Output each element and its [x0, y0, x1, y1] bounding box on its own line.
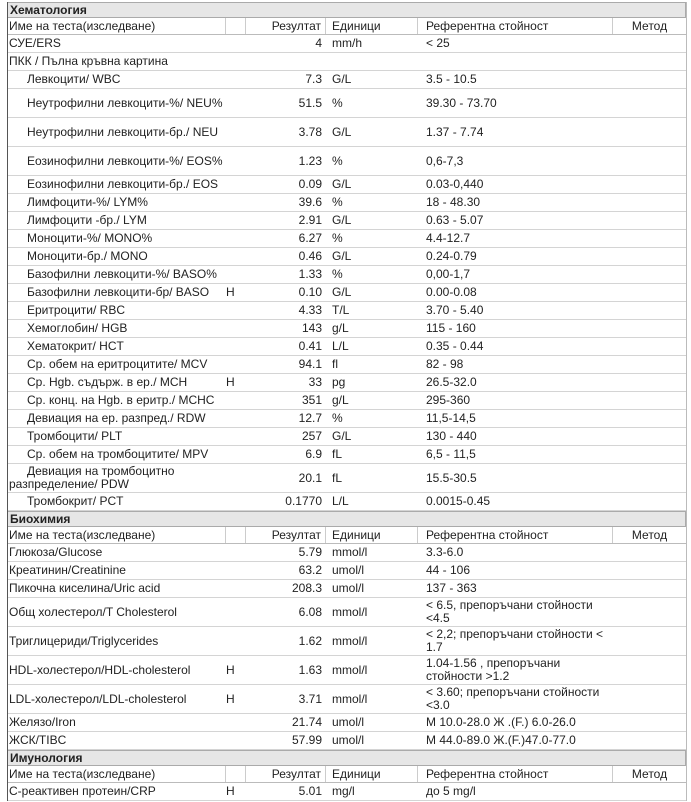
cell-test-name: Еозинофилни левкоцити-бр./ EOS [27, 178, 219, 191]
column-header-flag [226, 18, 246, 34]
cell-test-name: Ср. Hgb. съдърж. в ер./ MCH [27, 376, 188, 389]
cell-units: fl [332, 358, 338, 371]
column-header-test-name: Име на теста(изследване) [8, 766, 226, 782]
column-header-reference-range: Референтна стойност [418, 18, 613, 34]
cell-test-name: Левкоцити/ WBC [27, 73, 121, 86]
cell-units: mmol/l [332, 605, 368, 619]
cell-test-name: Девиация на тромбоцитно разпределение/ PDW [9, 465, 175, 491]
cell-result: 33 [308, 376, 322, 389]
cell-result: 5.01 [298, 785, 322, 798]
table-row [8, 410, 686, 428]
cell-reference-range: 1.04-1.56 , препоръчани стойности >1.2 [426, 657, 561, 683]
cell-units: mmol/l [332, 663, 368, 677]
table-row [8, 284, 686, 302]
cell-result: 39.6 [298, 196, 322, 209]
column-header-units: Единици [326, 18, 418, 34]
cell-reference-range: 4.4-12.7 [426, 232, 471, 245]
cell-units: L/L [332, 495, 349, 508]
table-row [8, 562, 686, 580]
cell-test-name: ПКК / Пълна кръвна картина [9, 55, 168, 68]
table-row [8, 783, 686, 801]
cell-units: % [332, 154, 343, 168]
cell-test-name: Пикочна киселина/Uric acid [9, 582, 161, 595]
table-row [8, 428, 686, 446]
table-row [8, 53, 686, 71]
table-row [8, 302, 686, 320]
cell-reference-range: 0.0015-0.45 [426, 495, 491, 508]
cell-units: % [332, 268, 343, 281]
table-row [8, 338, 686, 356]
cell-reference-range: 130 - 440 [426, 430, 477, 443]
section-title: Имунология [8, 750, 686, 766]
cell-units: G/L [332, 286, 352, 299]
cell-units: g/L [332, 322, 349, 335]
column-header-flag [226, 527, 246, 543]
cell-units: G/L [332, 178, 352, 191]
cell-units: umol/l [332, 582, 365, 595]
cell-result: 208.3 [291, 582, 322, 595]
cell-reference-range: 3.5 - 10.5 [426, 73, 477, 86]
cell-reference-range: 0,00-1,7 [426, 268, 471, 281]
cell-result: 63.2 [298, 564, 322, 577]
column-header-row [8, 766, 686, 783]
table-row [8, 627, 686, 656]
cell-reference-range: 0.35 - 0.44 [426, 340, 484, 353]
cell-result: 7.3 [305, 73, 322, 86]
cell-reference-range: 18 - 48.30 [426, 196, 481, 209]
table-row [8, 374, 686, 392]
cell-units: mmol/l [332, 692, 368, 706]
table-row [8, 71, 686, 89]
cell-result: 6.9 [305, 448, 322, 461]
cell-units: mm/h [332, 37, 362, 50]
cell-units: % [332, 96, 343, 110]
column-header-method: Метод [631, 19, 668, 33]
cell-result: 1.23 [298, 154, 322, 168]
cell-test-name: Лимфоцити -бр./ LYM [27, 214, 147, 227]
cell-reference-range: 0.00-0.08 [426, 286, 477, 299]
table-row [8, 147, 686, 176]
column-header-result: Резултат [246, 527, 326, 543]
column-header-method: Метод [631, 528, 668, 542]
cell-test-name: Хематокрит/ HCT [27, 340, 124, 353]
cell-units: g/L [332, 394, 349, 407]
cell-reference-range: 44 - 106 [426, 564, 471, 577]
cell-test-name: ЖСК/TIBC [9, 734, 67, 747]
table-row [8, 356, 686, 374]
table-row [8, 598, 686, 627]
column-header-row [8, 527, 686, 544]
cell-reference-range: 6,5 - 11,5 [426, 448, 476, 461]
cell-reference-range: 3.3-6.0 [426, 546, 464, 559]
cell-units: G/L [332, 73, 352, 86]
cell-units: G/L [332, 214, 352, 227]
cell-test-name: Базофилни левкоцити-бр/ BASO [27, 286, 210, 299]
column-header-reference-range: Референтна стойност [418, 766, 613, 782]
cell-reference-range: 3.70 - 5.40 [426, 304, 484, 317]
cell-units: G/L [332, 125, 352, 139]
cell-result: 2.91 [298, 214, 322, 227]
cell-reference-range: М 44.0-89.0 Ж.(F.)47.0-77.0 [426, 734, 576, 747]
column-header-units: Единици [326, 527, 418, 543]
cell-units: umol/l [332, 564, 365, 577]
cell-reference-range: 82 - 98 [426, 358, 464, 371]
table-row [8, 544, 686, 562]
cell-result: 351 [301, 394, 322, 407]
cell-test-name: Тромбокрит/ PCT [27, 495, 124, 508]
cell-units: mmol/l [332, 546, 368, 559]
table-row [8, 89, 686, 118]
column-header-result: Резултат [246, 766, 326, 782]
cell-test-name: Ср. обем на тромбоцитите/ MPV [27, 448, 209, 461]
lab-results-report [7, 2, 687, 801]
section-1 [8, 511, 686, 750]
section-title: Хематология [8, 2, 686, 18]
table-row [8, 580, 686, 598]
cell-result: 5.79 [298, 546, 322, 559]
cell-test-name: Еритроцити/ RBC [27, 304, 126, 317]
cell-test-name: LDL-холестерол/LDL-cholesterol [9, 692, 187, 706]
table-row [8, 194, 686, 212]
cell-test-name: Желязо/Iron [9, 716, 76, 729]
cell-result: 0.10 [298, 286, 322, 299]
table-row [8, 35, 686, 53]
cell-units: fL [332, 448, 343, 461]
cell-result: 1.62 [298, 634, 322, 648]
cell-reference-range: 137 - 363 [426, 582, 477, 595]
cell-test-name: Моноцити-бр./ MONO [27, 250, 148, 263]
cell-result: 4.33 [298, 304, 322, 317]
cell-test-name: Девиация на ер. разпред./ RDW [27, 412, 206, 425]
cell-reference-range: < 2,2; препоръчани стойности < 1.7 [426, 628, 604, 654]
cell-result: 6.27 [298, 232, 322, 245]
cell-reference-range: М 10.0-28.0 Ж .(F.) 6.0-26.0 [426, 716, 576, 729]
cell-result: 21.74 [291, 716, 322, 729]
cell-units: pg [332, 376, 346, 389]
cell-test-name: Лимфоцити-%/ LYM% [27, 196, 148, 209]
cell-result: 257 [301, 430, 322, 443]
cell-reference-range: 26.5-32.0 [426, 376, 477, 389]
cell-result: 0.41 [298, 340, 322, 353]
section-2 [8, 750, 686, 801]
cell-units: % [332, 412, 343, 425]
cell-result: 143 [301, 322, 322, 335]
table-row [8, 685, 686, 714]
cell-test-name: Глюкоза/Glucose [9, 546, 103, 559]
cell-reference-range: 115 - 160 [426, 322, 476, 335]
cell-test-name: Ср. конц. на Hgb. в еритр./ MCHC [27, 394, 215, 407]
cell-flag: H [226, 286, 235, 299]
cell-reference-range: 15.5-30.5 [426, 471, 477, 485]
column-header-reference-range: Референтна стойност [418, 527, 613, 543]
cell-test-name: Базофилни левкоцити-%/ BASO% [27, 268, 217, 281]
cell-result: 12.7 [298, 412, 322, 425]
column-header-row [8, 18, 686, 35]
column-header-method: Метод [631, 767, 668, 781]
cell-test-name: Неутрофилни левкоцити-бр./ NEU [27, 125, 219, 139]
cell-result: 20.1 [298, 471, 322, 485]
column-header-flag [226, 766, 246, 782]
table-row [8, 656, 686, 685]
cell-reference-range: 295-360 [426, 394, 471, 407]
table-row [8, 118, 686, 147]
cell-reference-range: 11,5-14,5 [426, 412, 476, 425]
table-row [8, 230, 686, 248]
cell-units: umol/l [332, 716, 365, 729]
cell-reference-range: < 6.5, препоръчани стойности <4.5 [426, 599, 593, 625]
cell-reference-range: 0.63 - 5.07 [426, 214, 484, 227]
cell-reference-range: 0.03-0,440 [426, 178, 484, 191]
table-row [8, 392, 686, 410]
cell-result: 0.1770 [285, 495, 322, 508]
column-header-result: Резултат [246, 18, 326, 34]
cell-result: 3.78 [298, 125, 322, 139]
section-0 [8, 2, 686, 511]
table-row [8, 212, 686, 230]
cell-test-name: Неутрофилни левкоцити-%/ NEU% [27, 96, 223, 110]
cell-flag: H [226, 692, 235, 706]
cell-test-name: С-реактивен протеин/CRP [9, 785, 156, 798]
cell-test-name: Еозинофилни левкоцити-%/ EOS% [27, 154, 223, 168]
cell-result: 6.08 [298, 605, 322, 619]
cell-result: 1.33 [298, 268, 322, 281]
cell-test-name: Тромбоцити/ PLT [27, 430, 123, 443]
cell-flag: H [226, 663, 235, 677]
table-row [8, 493, 686, 511]
cell-reference-range: < 25 [426, 37, 450, 50]
cell-flag: H [226, 376, 235, 389]
cell-units: G/L [332, 430, 352, 443]
cell-test-name: Триглицериди/Triglycerides [9, 634, 159, 648]
cell-reference-range: 39.30 - 73.70 [426, 96, 497, 110]
cell-test-name: HDL-холестерол/HDL-cholesterol [9, 663, 191, 677]
cell-units: L/L [332, 340, 349, 353]
column-header-test-name: Име на теста(изследване) [8, 18, 226, 34]
cell-result: 51.5 [298, 96, 322, 110]
cell-test-name: Ср. обем на еритроцитите/ MCV [27, 358, 208, 371]
cell-result: 0.09 [298, 178, 322, 191]
cell-units: fL [332, 471, 343, 485]
column-header-test-name: Име на теста(изследване) [8, 527, 226, 543]
section-title: Биохимия [8, 511, 686, 527]
table-row [8, 464, 686, 493]
cell-units: mmol/l [332, 634, 368, 648]
cell-units: % [332, 196, 343, 209]
cell-test-name: Хемоглобин/ HGB [27, 322, 128, 335]
cell-result: 0.46 [298, 250, 322, 263]
cell-result: 1.63 [298, 663, 322, 677]
cell-flag: H [226, 785, 235, 798]
cell-units: T/L [332, 304, 350, 317]
cell-units: % [332, 232, 343, 245]
cell-result: 94.1 [298, 358, 322, 371]
cell-test-name: Общ холестерол/T Cholesterol [9, 605, 177, 619]
table-row [8, 320, 686, 338]
cell-result: 3.71 [298, 692, 322, 706]
column-header-units: Единици [326, 766, 418, 782]
cell-reference-range: 0.24-0.79 [426, 250, 477, 263]
cell-reference-range: 1.37 - 7.74 [426, 125, 484, 139]
cell-test-name: СУЕ/ERS [9, 37, 61, 50]
table-row [8, 732, 686, 750]
cell-units: G/L [332, 250, 352, 263]
table-row [8, 248, 686, 266]
table-row [8, 266, 686, 284]
cell-units: umol/l [332, 734, 365, 747]
cell-units: mg/l [332, 785, 355, 798]
cell-test-name: Моноцити-%/ MONO% [27, 232, 153, 245]
table-row [8, 714, 686, 732]
cell-reference-range: до 5 mg/l [426, 785, 476, 798]
cell-result: 4 [315, 37, 322, 50]
cell-reference-range: 0,6-7,3 [426, 154, 464, 168]
cell-reference-range: < 3.60; препоръчани стойности <3.0 [426, 686, 600, 712]
table-row [8, 176, 686, 194]
cell-result: 57.99 [291, 734, 322, 747]
cell-test-name: Креатинин/Creatinine [9, 564, 126, 577]
table-row [8, 446, 686, 464]
